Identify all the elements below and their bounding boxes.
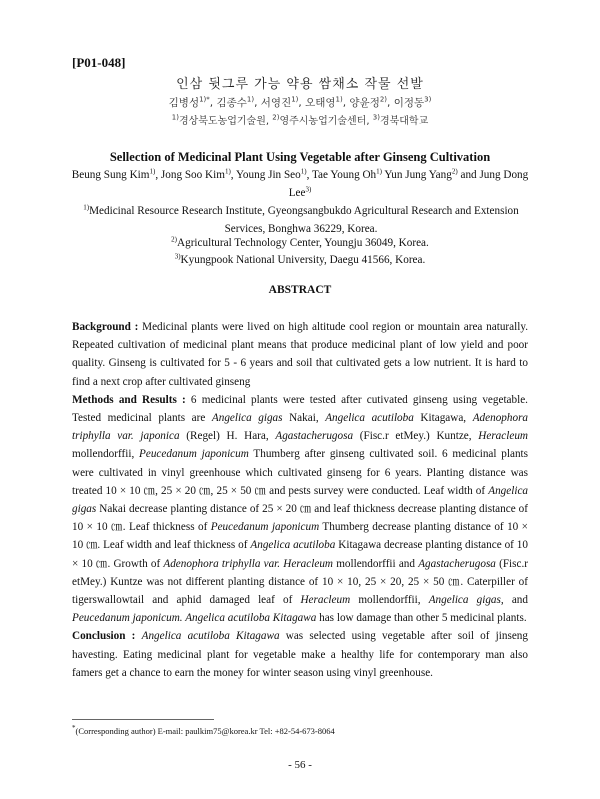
kr-affil-mark: 2) (272, 113, 280, 122)
en-author-mark: 1) (149, 167, 156, 176)
page-number: - 56 - (288, 759, 312, 771)
en-author: Yun Jung Yang (384, 169, 452, 181)
italic-term: Heracleum (478, 430, 528, 443)
background-text: Medicinal plants were lived on high altitude cool region or mountain area naturally. Repeated cultivation of medicinal plant means that produce medicinal plant of low yield and poor quality. Ginseng is cultivated for 5 - 6 years and soil that cultivated gets a low nutrient. It is hard to find a next crop after cultivated ginseng (72, 321, 528, 388)
en-affil-mark: 1) (83, 203, 90, 212)
kr-author-mark: 3) (424, 95, 432, 104)
methods-paragraph (72, 391, 528, 628)
italic-term: Angelica acutiloba Kitagawa (141, 630, 280, 643)
italic-term: Adenophora triphylla var. Heracleum (163, 557, 333, 570)
text-run: mollendorffii, (72, 448, 140, 461)
italic-term: Adenophora triphylla var. japonica (72, 412, 529, 443)
en-author: Tae Young Oh (311, 169, 377, 181)
kr-affil: 경북대학교 (379, 116, 429, 127)
text-run: mollendorffii and (333, 557, 419, 570)
kr-affil: 경상북도농업기술원 (178, 116, 266, 127)
abstract-heading: ABSTRACT (268, 284, 332, 296)
text-run: Thumberg after ginseng cultivated soil. 6 medicinal plants were cultivated in vinyl greenhouse which cultivated ginseng for 6 years. Planting distance was treated 10 × 10 ㎝, 25 × 20 ㎝, 25 × 50 ㎝ and pests survey were conducted. Leaf width of (72, 448, 529, 497)
en-author-mark: 2) (451, 167, 458, 176)
background-paragraph (72, 318, 528, 391)
kr-author-mark: 1) (291, 95, 299, 104)
en-author-mark: 3) (305, 185, 312, 194)
en-author: Beung Sung Kim (71, 169, 150, 181)
footnote-mark: * (72, 724, 76, 733)
text-run: Thumberg decrease planting distance of 10 × 10 ㎝. Leaf width and leaf thickness of (72, 521, 528, 552)
kr-author: 이정동 (393, 97, 425, 109)
en-author: Young Jin Seo (235, 169, 301, 181)
conclusion-paragraph (72, 627, 528, 682)
english-authors: Beung Sung Kim$^{1)}$, Jong Soo Kim$^{1)}$, Young Jin Seo$^{1)}$, Tae Young Oh$^{1)}$ Yun Jung Yang$^{2)}$ and Jung Dong Lee$^{3)}$ (71, 167, 529, 199)
text-run: Kitagawa decrease planting distance of 10 × 10 ㎝. Growth of (72, 539, 528, 570)
text-run: Kitagawa, (413, 412, 473, 425)
english-affiliation-1 (72, 202, 530, 238)
text-run: has low damage than other 5 medicinal plants. (316, 612, 527, 625)
kr-author: 김종수 (216, 97, 247, 109)
text-run: Nakai, (282, 412, 326, 425)
italic-term: Peucedanum japonicum (139, 448, 249, 461)
kr-affil: 영주시농업기술센터 (279, 116, 367, 127)
italic-term: Angelica gigas (72, 484, 528, 516)
italic-term: Peucedanum japonicum (210, 521, 320, 534)
italic-term: Angelica acutiloba (250, 539, 336, 552)
italic-term: Angelica acutiloba (325, 412, 414, 425)
english-affiliation-2 (60, 234, 540, 252)
methods-label: Methods and Results : (72, 393, 186, 406)
kr-author-mark: 1) (335, 95, 343, 104)
korean-affiliations: $^{1)}$경상북도농업기술원, $^{2)}$영주시농업기술센터, $^{3)}$경북대학교 (171, 113, 429, 127)
korean-authors: 김병성$^{1)*}$, 김종수$^{1)}$, 서영진$^{1)}$, 오태영$^{1)}$, 양윤정$^{2)}$, 이정동$^{3)}$ (168, 95, 432, 109)
italic-term: Angelica gigas, (428, 594, 504, 607)
en-affil-mark: 2) (171, 235, 178, 244)
italic-term: Peucedanum japonicum. Angelica acutiloba Kitagawa (72, 612, 317, 625)
text-run: (Regel) H. Hara, (179, 430, 276, 443)
italic-term: Agastacherugosa (418, 557, 496, 570)
en-affil-mark: 3) (174, 252, 181, 261)
english-affiliation-3 (60, 251, 540, 269)
conclusion-label: Conclusion : (72, 630, 136, 643)
en-author: Jong Soo Kim (160, 169, 225, 181)
abstract-body (72, 318, 528, 682)
text-run: Nakai decrease planting distance of 25 × 20 ㎝ and leaf thickness decrease planting distance of 10 × 10 ㎝. Leaf thickness of (72, 503, 528, 534)
korean-title: 인삼 뒷그루 가능 약용 쌈채소 작물 선발 (176, 77, 424, 92)
italic-term: Angelica gigas (211, 412, 283, 425)
text-run: and (503, 594, 528, 607)
conclusion-text (72, 630, 528, 678)
kr-author: 오태영 (305, 97, 336, 109)
footnote (72, 726, 335, 736)
methods-text (72, 394, 528, 624)
italic-term: Agastacherugosa (275, 430, 354, 443)
en-affil-text: Kyungpook National University, Daegu 41566, Korea. (180, 254, 426, 266)
en-author-mark: 1) (224, 167, 231, 176)
en-author-mark: 1) (300, 167, 307, 176)
text-run: (Fisc.r etMey.) Kuntze was not different planting distance of 10 × 10, 25 × 20, 25 × 50 ㎝. Caterpiller of tigerswallowtail and aphid damaged leaf of (72, 557, 528, 607)
footnote-rule (72, 719, 214, 720)
kr-author-mark: 1) (246, 95, 255, 104)
text-run: 6 medicinal plants were tested after cutivated ginseng using vegetable. Tested medicinal plants are (72, 393, 528, 425)
kr-author: 김병성 (168, 97, 200, 109)
kr-author-mark: 1)* (199, 95, 210, 104)
english-title: Sellection of Medicinal Plant Using Vegetable after Ginseng Cultivation (109, 150, 491, 164)
en-author: Jung Dong Lee (288, 169, 529, 199)
en-affil-text: Agricultural Technology Center, Youngju 36049, Korea. (177, 237, 429, 249)
kr-affil-mark: 3) (372, 113, 380, 122)
en-author-mark: 1) (376, 167, 382, 176)
kr-author-mark: 2) (379, 95, 388, 104)
kr-affil-mark: 1) (171, 113, 179, 122)
text-run: mollendorffii, (350, 594, 429, 607)
kr-author: 서영진 (260, 97, 292, 109)
footnote-text: (Corresponding author) E-mail: paulkim75@korea.kr Tel: +82-54-673-8064 (75, 726, 335, 736)
kr-author: 양윤정 (349, 97, 380, 109)
text-run: (Fisc.r etMey.) Kuntze, (353, 430, 479, 443)
en-affil-text: Medicinal Resource Research Institute, Gyeongsangbukdo Agricultural Research and Extension Services, Bonghwa 36229, Korea. (89, 205, 519, 235)
poster-code: [P01-048] (72, 55, 126, 70)
italic-term: Heracleum (300, 594, 351, 607)
background-label: Background : (72, 321, 139, 333)
text-run: was selected using vegetable after soil of jinseng havesting. Eating medicinal plant for vegetable make a healthy life for contemporary man also famers get a chance to earn the money for winter season using vinyl greenhouse. (72, 630, 528, 679)
